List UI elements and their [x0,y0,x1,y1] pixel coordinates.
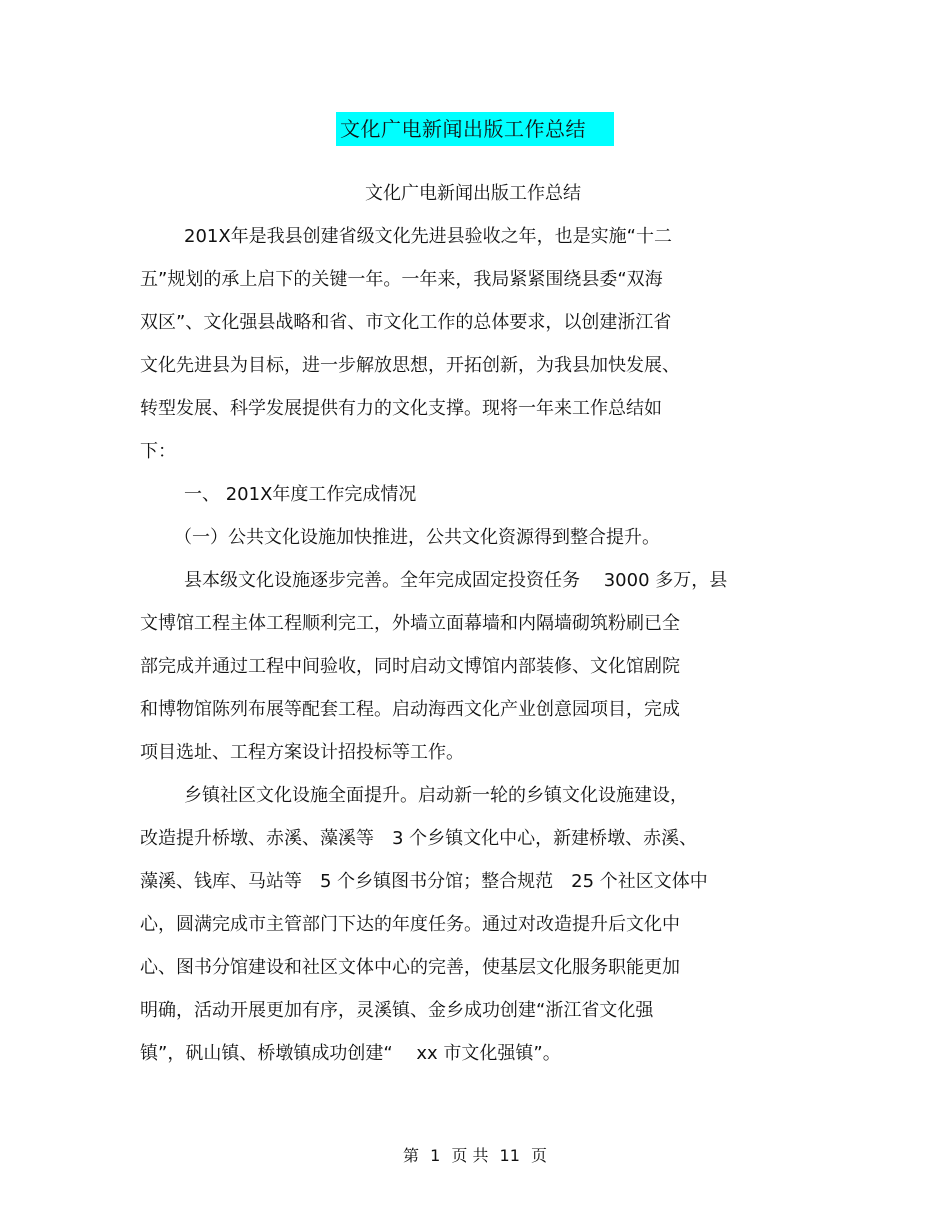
paragraph-line: 双区”、文化强县战略和省、市文化工作的总体要求，以创建浙江省 [140,312,672,333]
paragraph-line: 心、图书分馆建设和社区文体中心的完善，使基层文化服务职能更加 [140,957,680,978]
paragraph-line: 项目选址、工程方案设计招投标等工作。 [140,742,464,763]
page-footer [0,1146,950,1166]
footer-total-pages: 11 [499,1146,520,1165]
section-heading: 一、 201X年度工作完成情况 [184,484,417,505]
paragraph-line: 明确，活动开展更加有序，灵溪镇、金乡成功创建“浙江省文化强 [140,1000,654,1021]
paragraph-line: 乡镇社区文化设施全面提升。启动新一轮的乡镇文化设施建设， [184,785,688,806]
document-subtitle: 文化广电新闻出版工作总结 [365,183,581,204]
paragraph-line: 镇”，矾山镇、桥墩镇成功创建“ xx 市文化强镇”。 [140,1043,561,1064]
paragraph-line: 文化先进县为目标，进一步解放思想，开拓创新，为我县加快发展、 [140,355,680,376]
document-title: 文化广电新闻出版工作总结 [336,112,614,146]
footer-prefix: 第 [402,1146,419,1165]
document-body [140,172,820,1075]
paragraph-line: 下： [140,441,176,462]
paragraph-line: 部完成并通过工程中间验收，同时启动文博馆内部装修、文化馆剧院 [140,656,680,677]
footer-page-number: 1 [430,1146,441,1165]
title-container [0,112,950,146]
paragraph-line: 心，圆满完成市主管部门下达的年度任务。通过对改造提升后文化中 [140,914,680,935]
paragraph-line: 五”规划的承上启下的关键一年。一年来，我局紧紧围绕县委“双海 [140,269,663,290]
paragraph-line: 改造提升桥墩、赤溪、藻溪等 3 个乡镇文化中心，新建桥墩、赤溪、 [140,828,698,849]
paragraph-line: 文博馆工程主体工程顺利完工，外墙立面幕墙和内隔墙砌筑粉刷已全 [140,613,680,634]
paragraph-line: 转型发展、科学发展提供有力的文化支撑。现将一年来工作总结如 [140,398,662,419]
paragraph-line: 201X年是我县创建省级文化先进县验收之年，也是实施“十二 [184,226,673,247]
paragraph-line: 县本级文化设施逐步完善。全年完成固定投资任务 3000 多万，县 [184,570,728,591]
paragraph-line: 和博物馆陈列布展等配套工程。启动海西文化产业创意园项目，完成 [140,699,680,720]
paragraph-line: 藻溪、钱库、马站等 5 个乡镇图书分馆；整合规范 25 个社区文体中 [140,871,708,892]
subsection-heading: （一）公共文化设施加快推进，公共文化资源得到整合提升。 [174,527,660,548]
footer-suffix: 页 [531,1146,548,1165]
footer-middle: 页 共 [451,1146,489,1165]
